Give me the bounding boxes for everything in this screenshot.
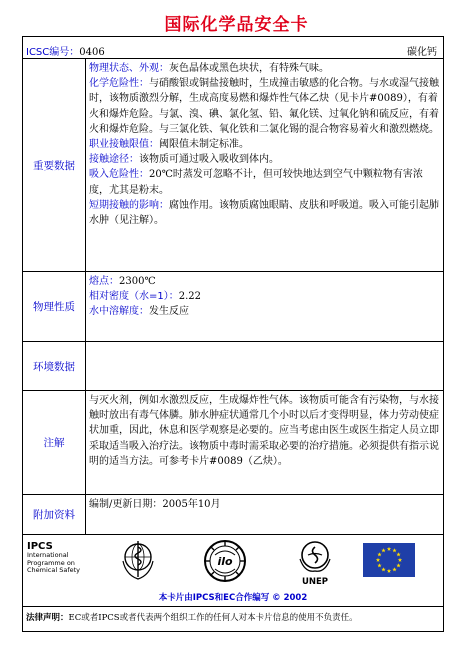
field-value: 该物质可通过吸入吸收到体内。: [139, 154, 279, 166]
environmental-row: [23, 342, 443, 391]
icsc-value: 0406: [79, 47, 105, 58]
field-key: 短期接触的影响：: [89, 199, 169, 211]
notes-label: 注解: [23, 391, 86, 494]
card-title: 国际化学品安全卡: [164, 15, 309, 35]
ipcs-line-2: Programme on: [27, 558, 75, 567]
ipcs-title: IPCS: [27, 541, 53, 552]
legal-text: EC或者IPCS或者代表两个组织工作的任何人对本卡片信息的使用不负责任。: [68, 613, 358, 623]
physical-item: [89, 274, 439, 289]
field-key: 化学危险性：: [89, 78, 149, 90]
important-item: [89, 76, 439, 137]
ilo-emblem-icon: [201, 539, 249, 585]
legal-label: 法律声明：: [26, 613, 69, 623]
header-row: [23, 37, 443, 59]
logos-row: [23, 535, 443, 607]
notes-content: 与灭火剂，例如水激烈反应，生成爆炸性气体。该物质可能含有污染物，与水接触时放出有毒气体膦。肺水肿症状通常几个小时以后才变得明显，体力劳动使症状加重，因此，休息和医学观察是必要的。应当考虑由医生或医生指定人员立即采取适当吸入治疗法。该物质中毒时需采取必要的治疗措施。必须提供有指示说明的适当方法。可参考卡片#0089（乙炔）。: [89, 395, 439, 467]
additional-info-label: 附加资料: [23, 495, 86, 534]
ipcs-logo: [27, 541, 80, 575]
field-value: 发生反应: [149, 306, 189, 318]
physical-item: [89, 304, 439, 319]
safety-card: [22, 36, 444, 632]
additional-info-content: 编制/更新日期：2005年10月: [89, 499, 221, 510]
important-item: [89, 152, 439, 167]
icsc-number: [26, 43, 105, 58]
important-item: [89, 198, 439, 228]
svg-text:ilo: ilo: [217, 555, 233, 568]
eu-flag-icon: [363, 543, 415, 577]
physical-item: [89, 289, 439, 304]
additional-info-row: [23, 495, 443, 535]
field-value: 灰色晶体或黑色块状，有特殊气味。: [169, 63, 329, 74]
chemical-name: 碳化钙: [407, 47, 437, 58]
legal-row: [23, 607, 443, 631]
environmental-label: 环境数据: [23, 342, 86, 390]
ipcs-line-1: International: [27, 551, 69, 559]
logos-bar: [23, 535, 443, 607]
important-item: [89, 167, 439, 197]
legal-statement: [26, 611, 358, 623]
field-value: 腐蚀作用。该物质腐蚀眼睛、皮肤和呼吸道。吸入可能引起肺水肿（见注解）。: [89, 199, 439, 227]
ipcs-line-3: Chemical Safety: [27, 566, 81, 574]
field-value: 与硝酸银或铜盐接触时，生成撞击敏感的化合物。与水或湿气接触时，该物质激烈分解，生成高度易燃和爆炸性气体乙炔（见卡片#0089），有着火和爆炸危险。与氯、溴、碘、氯化氢、铅、氟化镁、过氧化钠和硫反应，有着火和爆炸危险。与三氯化铁、氧化铁和二氯化锡的混合物容易着火和激烈燃烧。: [89, 78, 439, 135]
physical-properties-label: 物理性质: [23, 272, 86, 341]
important-data-row: [23, 59, 443, 272]
field-key: 熔点：: [89, 276, 119, 287]
important-item: [89, 137, 439, 152]
field-value: 2.22: [178, 291, 202, 303]
important-data-content: [89, 61, 439, 228]
field-key: 接触途径：: [89, 154, 139, 166]
field-value: 20℃时蒸发可忽略不计，但可较快地达到空气中颗粒物有害浓度，尤其是粉末。: [89, 169, 423, 196]
field-key: 职业接触限值：: [89, 139, 159, 151]
field-key: 物理状态、外观：: [89, 63, 169, 74]
unep-label: UNEP: [301, 577, 329, 587]
physical-properties-content: [89, 274, 439, 320]
important-data-label: 重要数据: [23, 59, 86, 271]
field-key: 水中溶解度：: [89, 306, 149, 318]
who-emblem-icon: [119, 539, 157, 583]
physical-properties-row: [23, 272, 443, 342]
important-item: [89, 61, 439, 76]
icsc-label: ICSC编号：: [26, 47, 80, 58]
notes-row: [23, 391, 443, 495]
field-key: 吸入危险性：: [89, 169, 149, 181]
field-value: 阈限值未制定标准。: [159, 139, 249, 151]
field-value: 2300℃: [119, 276, 156, 287]
credit-line: 本卡片由IPCS和EC合作编写 © 2002: [158, 593, 308, 603]
field-key: 相对密度（水=1）：: [89, 291, 179, 303]
